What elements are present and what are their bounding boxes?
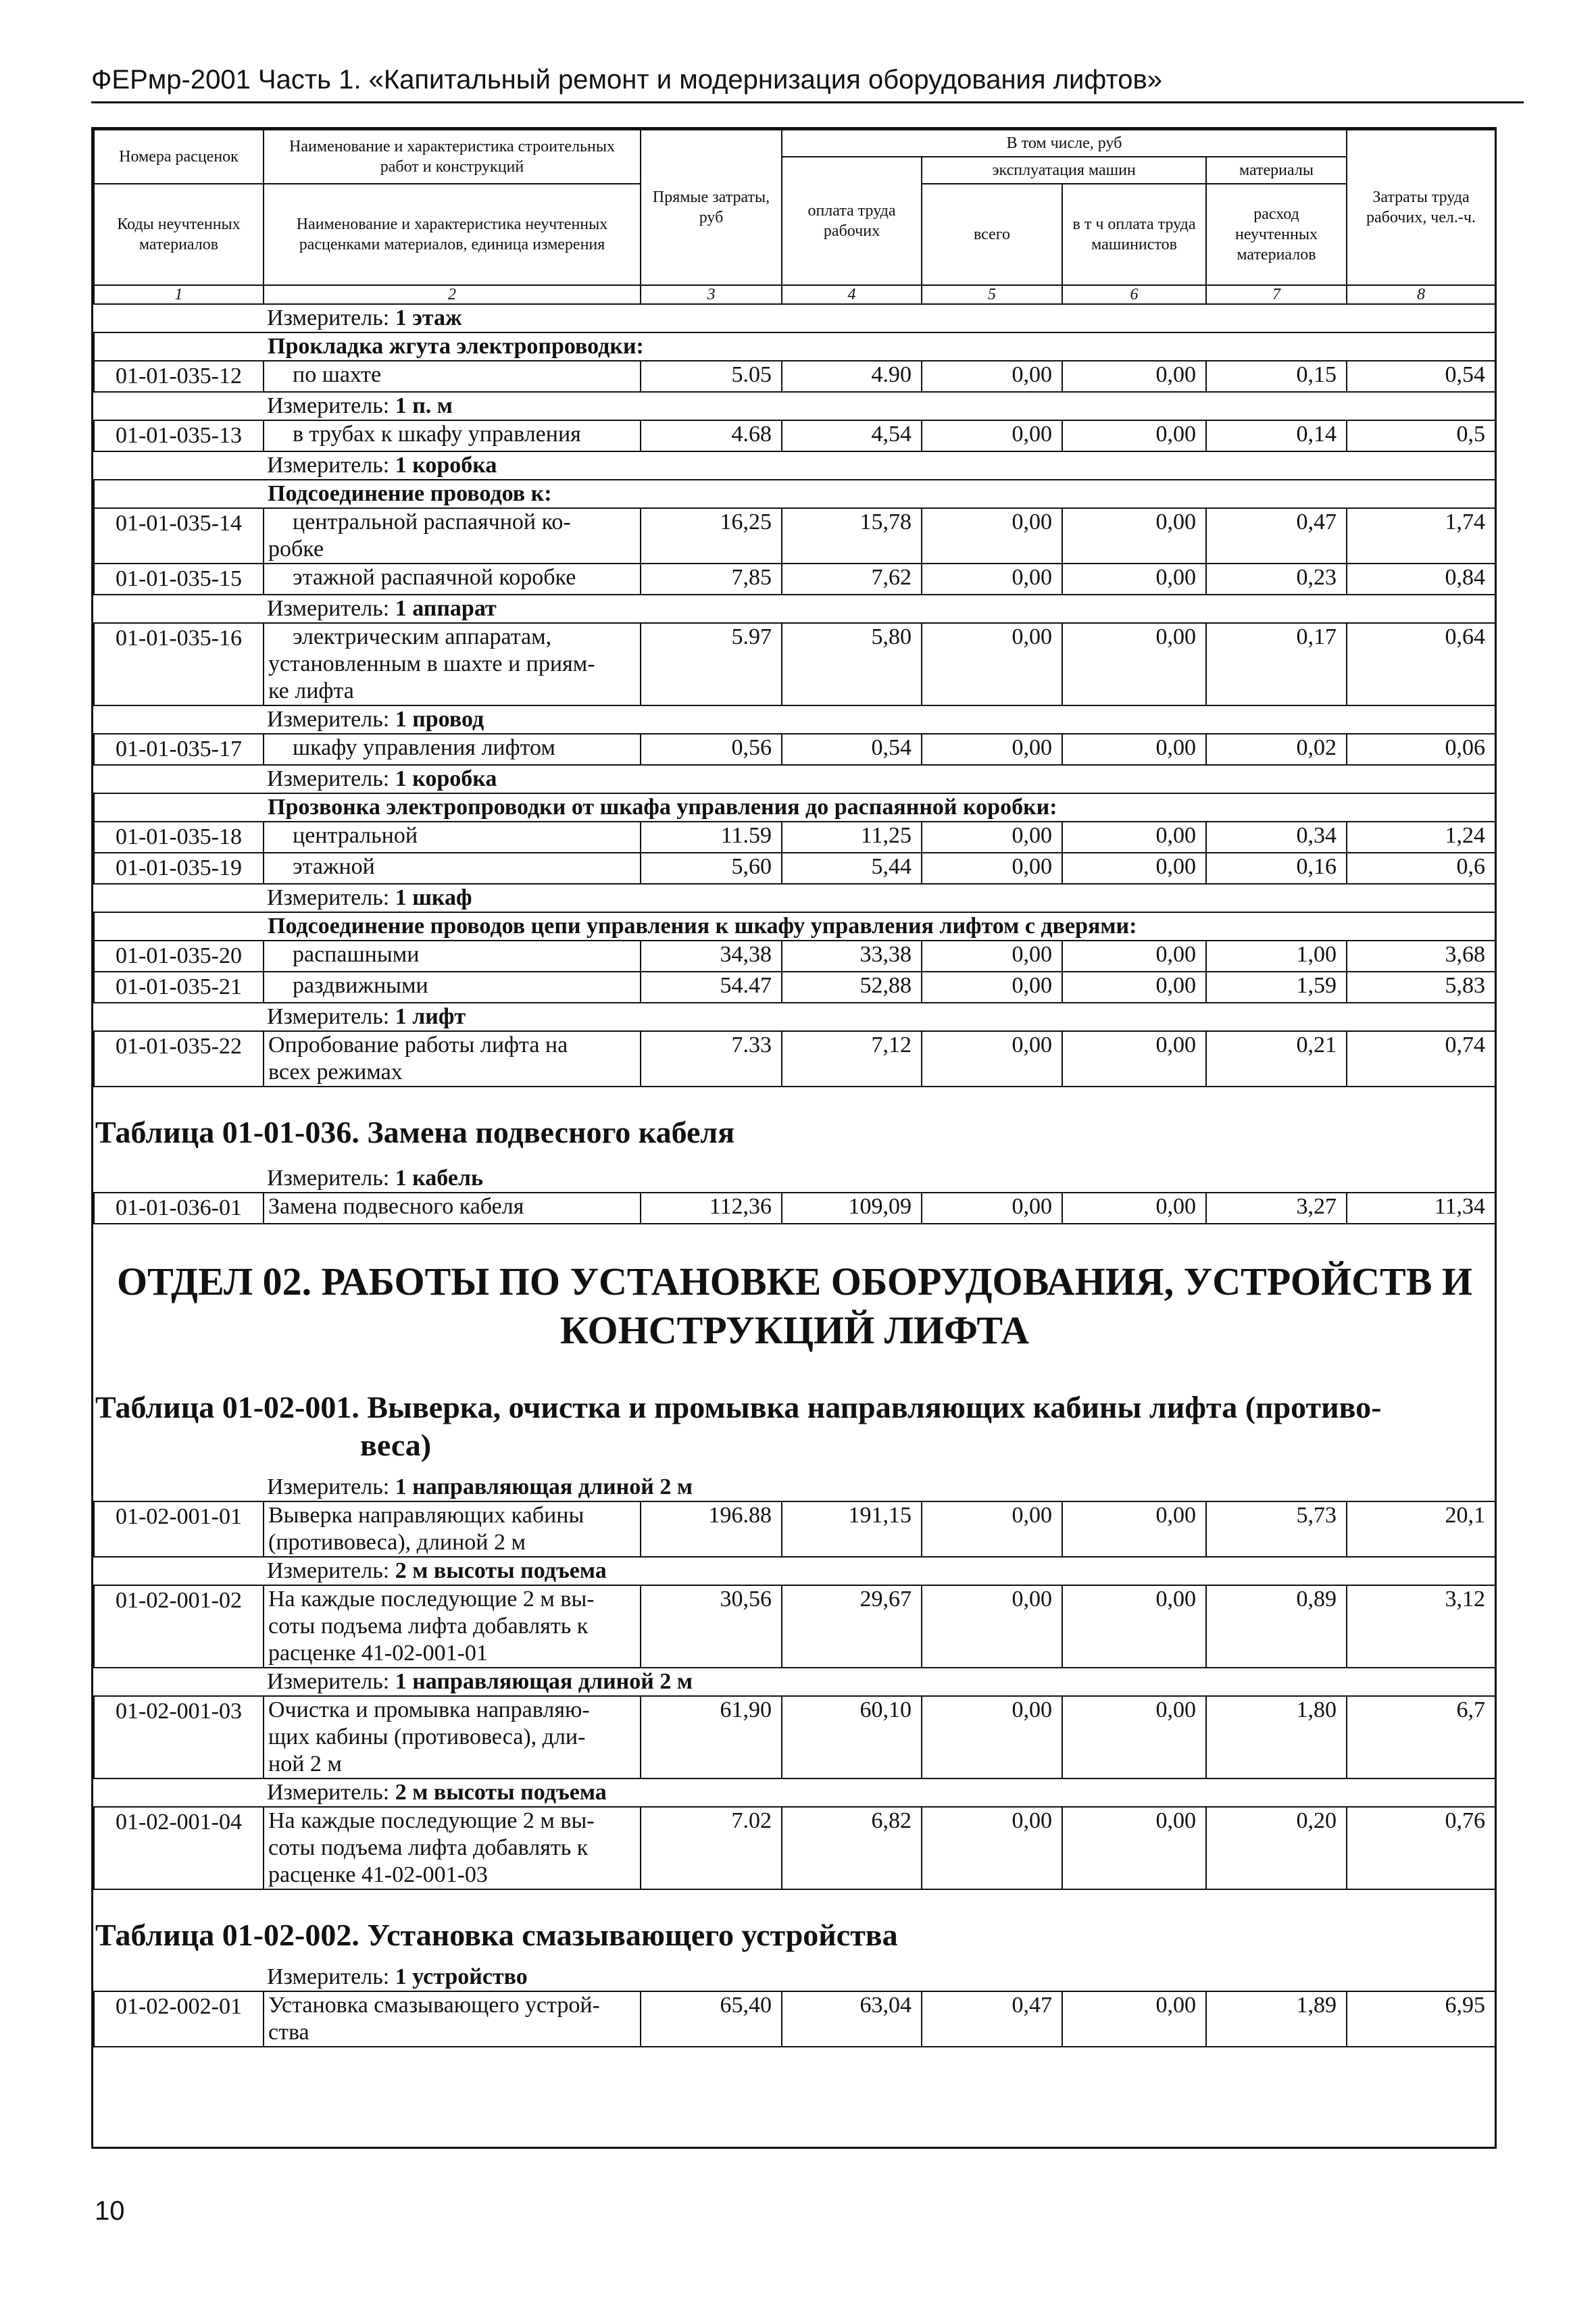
- machines-total: 0,00: [922, 420, 1062, 451]
- spacer: [94, 1087, 1495, 1114]
- machinists-pay: 0,00: [1062, 853, 1206, 884]
- direct-costs: 5.97: [641, 623, 782, 705]
- machines-total: 0,00: [922, 972, 1062, 1003]
- col-header-material-name: Наименование и характеристика неучтенных расценками материалов, единица измерения: [264, 184, 641, 285]
- measure-label: Измеритель: 2 м высоты подъема: [267, 1780, 607, 1805]
- rate-name: центральной распаячной ко- робке: [264, 508, 641, 564]
- table-body: [94, 304, 1495, 2047]
- col-header-including: В том числе, руб: [782, 130, 1347, 157]
- measure-row: [94, 884, 1495, 912]
- rates-table-frame: [91, 127, 1497, 2149]
- machinists-pay: 0,00: [1062, 420, 1206, 451]
- col-number: 7: [1206, 285, 1347, 304]
- machinists-pay: 0,00: [1062, 734, 1206, 765]
- direct-costs: 30,56: [641, 1585, 782, 1668]
- labor-hours: 0,64: [1347, 623, 1495, 705]
- measure-row: [94, 765, 1495, 793]
- machinists-pay: 0,00: [1062, 1991, 1206, 2047]
- labor-hours: 0,84: [1347, 564, 1495, 595]
- table-row: [94, 1193, 1495, 1224]
- rate-code: 01-02-002-01: [94, 1991, 264, 2047]
- table-row: [94, 734, 1495, 765]
- rate-name: Очистка и промывка направляю- щих кабины (противовеса), дли- ной 2 м: [264, 1696, 641, 1778]
- rate-name: электрическим аппаратам, установленным в шахте и приям- ке лифта: [264, 623, 641, 705]
- rate-name: распашными: [264, 941, 641, 972]
- direct-costs: 5.05: [641, 361, 782, 392]
- rate-code: 01-01-035-18: [94, 822, 264, 853]
- measure-label: Измеритель: 1 этаж: [267, 305, 462, 330]
- col-header-material-consumption: расход неучтенных материалов: [1206, 184, 1347, 285]
- machines-total: 0,47: [922, 1991, 1062, 2047]
- labor-hours: 20,1: [1347, 1501, 1495, 1557]
- measure-label: Измеритель: 1 направляющая длиной 2 м: [267, 1474, 693, 1499]
- labor-pay: 5,44: [782, 853, 922, 884]
- table-title: Таблица 01-02-002. Установка смазывающего устройства: [95, 1918, 898, 1952]
- col-number: 3: [641, 285, 782, 304]
- rate-code: 01-02-001-02: [94, 1585, 264, 1668]
- rate-code: 01-02-001-01: [94, 1501, 264, 1557]
- materials: 0,16: [1206, 853, 1347, 884]
- measure-label: Измеритель: 1 провод: [267, 707, 484, 732]
- rate-code: 01-01-035-14: [94, 508, 264, 564]
- materials: 0,34: [1206, 822, 1347, 853]
- col-header-work-name: Наименование и характеристика строительных работ и конструкций: [264, 130, 641, 184]
- materials: 0,89: [1206, 1585, 1347, 1668]
- machines-total: 0,00: [922, 361, 1062, 392]
- labor-pay: 7,62: [782, 564, 922, 595]
- spacer: [94, 1954, 1495, 1964]
- rate-name: Замена подвесного кабеля: [264, 1193, 641, 1224]
- labor-pay: 191,15: [782, 1501, 922, 1557]
- machinists-pay: 0,00: [1062, 508, 1206, 564]
- materials: 0,17: [1206, 623, 1347, 705]
- rate-code: 01-02-001-04: [94, 1807, 264, 1889]
- labor-pay: 0,54: [782, 734, 922, 765]
- rate-name: Опробование работы лифта на всех режимах: [264, 1031, 641, 1087]
- machinists-pay: 0,00: [1062, 822, 1206, 853]
- materials: 0,47: [1206, 508, 1347, 564]
- machinists-pay: 0,00: [1062, 1807, 1206, 1889]
- col-number: 5: [922, 285, 1062, 304]
- table-title: Таблица 01-01-036. Замена подвесного кабеля: [95, 1115, 735, 1149]
- labor-pay: 6,82: [782, 1807, 922, 1889]
- rate-code: 01-01-035-12: [94, 361, 264, 392]
- materials: 1,00: [1206, 941, 1347, 972]
- table-row: [94, 1991, 1495, 2047]
- group-heading: Подсоединение проводов к:: [94, 480, 1495, 508]
- rate-name: по шахте: [264, 361, 641, 392]
- rate-code: 01-01-035-22: [94, 1031, 264, 1087]
- machines-total: 0,00: [922, 1193, 1062, 1224]
- rate-name: шкафу управления лифтом: [264, 734, 641, 765]
- labor-pay: 11,25: [782, 822, 922, 853]
- measure-label: Измеритель: 1 устройство: [267, 1964, 528, 1989]
- machines-total: 0,00: [922, 623, 1062, 705]
- measure-row: [94, 392, 1495, 420]
- rate-code: 01-01-035-21: [94, 972, 264, 1003]
- rate-code: 01-01-035-17: [94, 734, 264, 765]
- table-row: [94, 972, 1495, 1003]
- measure-label: Измеритель: 1 аппарат: [267, 596, 497, 621]
- measure-label: Измеритель: 1 коробка: [267, 766, 497, 791]
- direct-costs: 5,60: [641, 853, 782, 884]
- machines-total: 0,00: [922, 941, 1062, 972]
- machines-total: 0,00: [922, 1807, 1062, 1889]
- rate-code: 01-01-035-16: [94, 623, 264, 705]
- direct-costs: 7.02: [641, 1807, 782, 1889]
- table-head: [94, 130, 1495, 304]
- labor-hours: 0,06: [1347, 734, 1495, 765]
- measure-label: Измеритель: 1 направляющая длиной 2 м: [267, 1669, 693, 1694]
- table-row: [94, 1031, 1495, 1087]
- direct-costs: 54.47: [641, 972, 782, 1003]
- materials: 0,23: [1206, 564, 1347, 595]
- labor-hours: 6,95: [1347, 1991, 1495, 2047]
- labor-pay: 52,88: [782, 972, 922, 1003]
- measure-row: [94, 304, 1495, 332]
- measure-row: [94, 1964, 1495, 1991]
- machinists-pay: 0,00: [1062, 1031, 1206, 1087]
- table-row: [94, 941, 1495, 972]
- col-header-direct-costs: Прямые затраты, руб: [641, 130, 782, 285]
- labor-hours: 0,76: [1347, 1807, 1495, 1889]
- rate-name: центральной: [264, 822, 641, 853]
- col-header-machines: эксплуатация машин: [922, 157, 1206, 184]
- rate-name: в трубах к шкафу управления: [264, 420, 641, 451]
- group-heading: Прозвонка электропроводки от шкафа управления до распаянной коробки:: [94, 793, 1495, 822]
- rate-name: Выверка направляющих кабины (противовеса), длиной 2 м: [264, 1501, 641, 1557]
- measure-label: Измеритель: 1 п. м: [267, 393, 453, 418]
- measure-row: [94, 451, 1495, 480]
- rate-code: 01-01-035-13: [94, 420, 264, 451]
- machinists-pay: 0,00: [1062, 361, 1206, 392]
- spacer: [94, 1464, 1495, 1474]
- direct-costs: 112,36: [641, 1193, 782, 1224]
- labor-hours: 0,74: [1347, 1031, 1495, 1087]
- measure-label: Измеритель: 1 кабель: [267, 1166, 483, 1191]
- direct-costs: 196.88: [641, 1501, 782, 1557]
- col-header-machinists-pay: в т ч оплата труда машинистов: [1062, 184, 1206, 285]
- col-header-material-codes: Коды неучтенных материалов: [94, 184, 264, 285]
- rate-code: 01-01-035-19: [94, 853, 264, 884]
- labor-hours: 1,24: [1347, 822, 1495, 853]
- table-title: Таблица 01-02-001. Выверка, очистка и промывка направляющих кабины лифта (противо- веса): [95, 1390, 1382, 1462]
- col-header-materials: материалы: [1206, 157, 1347, 184]
- direct-costs: 7,85: [641, 564, 782, 595]
- labor-pay: 63,04: [782, 1991, 922, 2047]
- table-row: [94, 853, 1495, 884]
- rate-name: этажной распаячной коробке: [264, 564, 641, 595]
- machines-total: 0,00: [922, 853, 1062, 884]
- machinists-pay: 0,00: [1062, 972, 1206, 1003]
- labor-pay: 60,10: [782, 1696, 922, 1778]
- direct-costs: 16,25: [641, 508, 782, 564]
- machines-total: 0,00: [922, 1031, 1062, 1087]
- group-heading: Прокладка жгута электропроводки:: [94, 332, 1495, 361]
- labor-hours: 0,5: [1347, 420, 1495, 451]
- materials: 0,02: [1206, 734, 1347, 765]
- machinists-pay: 0,00: [1062, 564, 1206, 595]
- machines-total: 0,00: [922, 1585, 1062, 1668]
- machines-total: 0,00: [922, 822, 1062, 853]
- col-number: 6: [1062, 285, 1206, 304]
- rate-name: Установка смазывающего устрой- ства: [264, 1991, 641, 2047]
- materials: 0,21: [1206, 1031, 1347, 1087]
- table-row: [94, 508, 1495, 564]
- labor-pay: 4,54: [782, 420, 922, 451]
- measure-row: [94, 1668, 1495, 1696]
- machines-total: 0,00: [922, 1696, 1062, 1778]
- labor-hours: 0,6: [1347, 853, 1495, 884]
- measure-row: [94, 1003, 1495, 1031]
- measure-row: [94, 1474, 1495, 1501]
- direct-costs: 7.33: [641, 1031, 782, 1087]
- table-row: [94, 1696, 1495, 1778]
- col-header-machines-total: всего: [922, 184, 1062, 285]
- measure-label: Измеритель: 1 лифт: [267, 1004, 466, 1029]
- labor-pay: 15,78: [782, 508, 922, 564]
- labor-hours: 3,12: [1347, 1585, 1495, 1668]
- direct-costs: 65,40: [641, 1991, 782, 2047]
- measure-row: [94, 705, 1495, 734]
- direct-costs: 4.68: [641, 420, 782, 451]
- materials: 3,27: [1206, 1193, 1347, 1224]
- table-row: [94, 822, 1495, 853]
- labor-pay: 5,80: [782, 623, 922, 705]
- direct-costs: 11.59: [641, 822, 782, 853]
- rate-code: 01-01-035-20: [94, 941, 264, 972]
- machines-total: 0,00: [922, 1501, 1062, 1557]
- machines-total: 0,00: [922, 508, 1062, 564]
- rate-code: 01-02-001-03: [94, 1696, 264, 1778]
- materials: 0,14: [1206, 420, 1347, 451]
- spacer: [94, 1151, 1495, 1165]
- col-number: 2: [264, 285, 641, 304]
- section-title: ОТДЕЛ 02. РАБОТЫ ПО УСТАНОВКЕ ОБОРУДОВАНИЯ, УСТРОЙСТВ И КОНСТРУКЦИЙ ЛИФТА: [116, 1260, 1473, 1352]
- materials: 1,80: [1206, 1696, 1347, 1778]
- page-number: 10: [95, 2196, 125, 2226]
- materials: 0,20: [1206, 1807, 1347, 1889]
- spacer: [94, 1355, 1495, 1389]
- labor-hours: 3,68: [1347, 941, 1495, 972]
- measure-label: Измеритель: 2 м высоты подъема: [267, 1558, 607, 1583]
- running-header: ФЕРмр-2001 Часть 1. «Капитальный ремонт и модернизация оборудования лифтов»: [91, 59, 1524, 103]
- measure-row: [94, 1165, 1495, 1193]
- labor-hours: 6,7: [1347, 1696, 1495, 1778]
- table-row: [94, 420, 1495, 451]
- labor-hours: 0,54: [1347, 361, 1495, 392]
- direct-costs: 61,90: [641, 1696, 782, 1778]
- materials: 1,59: [1206, 972, 1347, 1003]
- labor-pay: 29,67: [782, 1585, 922, 1668]
- machines-total: 0,00: [922, 564, 1062, 595]
- spacer: [94, 1224, 1495, 1258]
- rate-name: раздвижными: [264, 972, 641, 1003]
- table-row: [94, 623, 1495, 705]
- col-header-rate-numbers: Номера расценок: [94, 130, 264, 184]
- materials: 0,15: [1206, 361, 1347, 392]
- direct-costs: 34,38: [641, 941, 782, 972]
- col-header-labor-pay: оплата труда рабочих: [782, 157, 922, 285]
- measure-row: [94, 1778, 1495, 1807]
- labor-hours: 5,83: [1347, 972, 1495, 1003]
- table-row: [94, 1585, 1495, 1668]
- labor-pay: 109,09: [782, 1193, 922, 1224]
- group-heading: Подсоединение проводов цепи управления к шкафу управления лифтом с дверями:: [94, 912, 1495, 941]
- rate-code: 01-01-035-15: [94, 564, 264, 595]
- direct-costs: 0,56: [641, 734, 782, 765]
- rate-name: этажной: [264, 853, 641, 884]
- machinists-pay: 0,00: [1062, 1585, 1206, 1668]
- machinists-pay: 0,00: [1062, 1193, 1206, 1224]
- table-row: [94, 361, 1495, 392]
- col-number: 1: [94, 285, 264, 304]
- col-number: 8: [1347, 285, 1495, 304]
- col-header-labor-costs: Затраты труда рабочих, чел.-ч.: [1347, 130, 1495, 285]
- materials: 5,73: [1206, 1501, 1347, 1557]
- measure-row: [94, 595, 1495, 623]
- labor-hours: 11,34: [1347, 1193, 1495, 1224]
- rate-code: 01-01-036-01: [94, 1193, 264, 1224]
- machinists-pay: 0,00: [1062, 1501, 1206, 1557]
- table-row: [94, 1501, 1495, 1557]
- labor-hours: 1,74: [1347, 508, 1495, 564]
- measure-label: Измеритель: 1 коробка: [267, 453, 497, 478]
- machinists-pay: 0,00: [1062, 623, 1206, 705]
- table-row: [94, 1807, 1495, 1889]
- measure-label: Измеритель: 1 шкаф: [267, 885, 472, 910]
- materials: 1,89: [1206, 1991, 1347, 2047]
- rates-table: [93, 129, 1496, 2047]
- labor-pay: 7,12: [782, 1031, 922, 1087]
- col-number: 4: [782, 285, 922, 304]
- machinists-pay: 0,00: [1062, 1696, 1206, 1778]
- spacer: [94, 1889, 1495, 1916]
- rate-name: На каждые последующие 2 м вы- соты подъема лифта добавлять к расценке 41-02-001-01: [264, 1585, 641, 1668]
- table-row: [94, 564, 1495, 595]
- machinists-pay: 0,00: [1062, 941, 1206, 972]
- labor-pay: 33,38: [782, 941, 922, 972]
- measure-row: [94, 1557, 1495, 1585]
- machines-total: 0,00: [922, 734, 1062, 765]
- labor-pay: 4.90: [782, 361, 922, 392]
- rate-name: На каждые последующие 2 м вы- соты подъема лифта добавлять к расценке 41-02-001-03: [264, 1807, 641, 1889]
